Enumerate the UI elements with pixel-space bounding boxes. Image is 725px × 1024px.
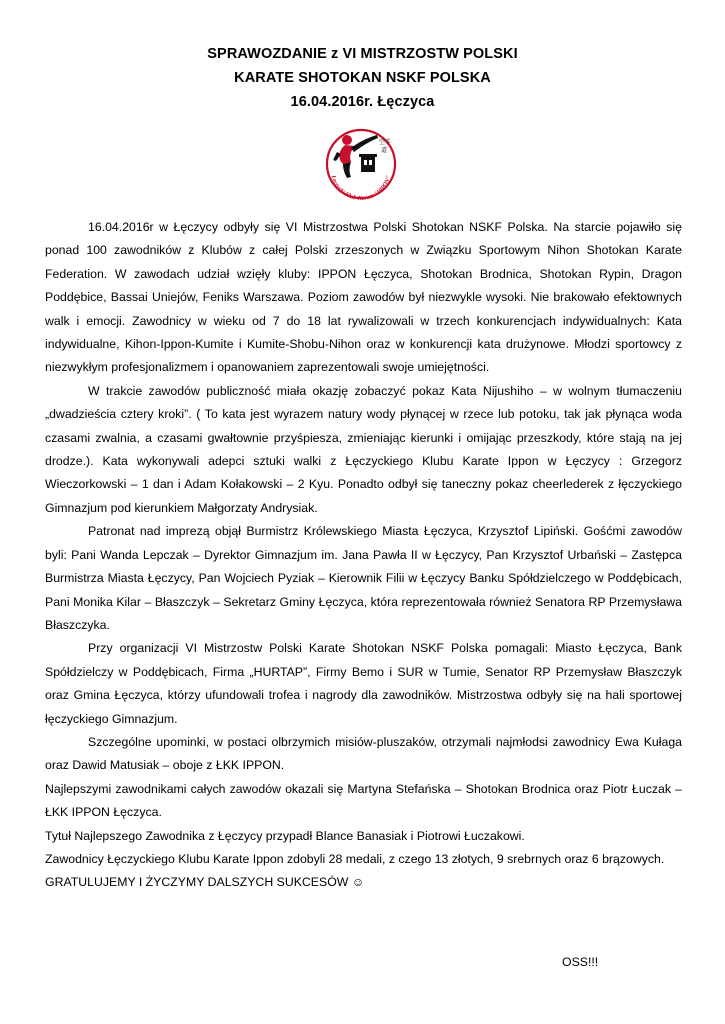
paragraph-patronage: Patronat nad imprezą objął Burmistrz Królewskiego Miasta Łęczyca, Krzysztof Lipiński. Gośćmi zawodów byli: Pani Wanda Lepczak – Dyrektor Gimnazjum im. Jana Pawła II w Łęczycy, Pan Krzysztof Urbański – Zastępca Burmistrza Miasta Łęczycy, Pan Wojciech Pyziak – Kierownik Filii w Łęczycy Banku Spółdzielczego w Poddębicach, Pani Monika Kilar – Błaszczyk – Sekretarz Gminy Łęczyca, która reprezentowała również Senatora RP Przemysława Błaszczyka.: [45, 524, 682, 632]
signoff: OSS!!!: [562, 955, 599, 969]
svg-text:Łęczycki Klub Karate "IPPON": Łęczycki Klub Karate "IPPON": [329, 174, 393, 203]
svg-text:道: 道: [381, 147, 388, 154]
paragraph-congratulations: GRATULUJEMY I ŻYCZYMY DALSZYCH SUKCESÓW ☺: [45, 875, 365, 890]
report-date-place: 16.04.2016r. Łęczyca: [290, 94, 435, 110]
report-title: SPRAWOZDANIE z VI MISTRZOSTW POLSKI: [207, 46, 518, 62]
paragraph-gifts: Szczególne upominki, w postaci olbrzymich misiów-pluszaków, otrzymali najmłodsi zawodnicy Ewa Kułaga oraz Dawid Matusiak – oboje z ŁKK IPPON.: [45, 734, 682, 773]
paragraph-best-local: Tytuł Najlepszego Zawodnika z Łęczycy przypadł Blance Banasiak i Piotrowi Łuczakowi.: [45, 828, 525, 843]
paragraph-medals: Zawodnicy Łęczyckiego Klubu Karate Ippon zdobyli 28 medali, z czego 13 złotych, 9 srebrnych oraz 6 brązowych.: [45, 851, 665, 866]
paragraph-best-athletes: Najlepszymi zawodnikami całych zawodów okazali się Martyna Stefańska – Shotokan Brodnica oraz Piotr Łuczak – ŁKK IPPON Łęczyca.: [45, 781, 682, 820]
report-subtitle: KARATE SHOTOKAN NSKF POLSKA: [234, 70, 491, 86]
paragraph-show: W trakcie zawodów publiczność miała okazję zobaczyć pokaz Kata Nijushiho – w wolnym tłumaczeniu „dwadzieścia cztery kroki”. ( To kata jest wyrazem natury wody płynącej w rzece lub potoku, tak jak płynąca woda czasami zwalnia, a czasami gwałtownie przyśpiesza, zmieniając kierunki i omijając przeszkody, które stają na jej drodze.). Kata wykonywali adepci sztuki walki z Łęczyckiego Klubu Karate Ippon w Łęczycy : Grzegorz Wieczorkowski – 1 dan i Adam Kołakowski – 2 Kyu. Ponadto odbył się taneczny pokaz cheerlederek z łęczyckiego Gimnazjum pod kierunkiem Małgorzaty Andrysiak.: [45, 383, 682, 515]
paragraph-intro: 16.04.2016r w Łęczycy odbyły się VI Mistrzostwa Polski Shotokan NSKF Polska. Na starcie pojawiło się ponad 100 zawodników z Klubów z całej Polski zrzeszonych w Związku Sportowym Nihon Shotokan Karate Federation. W zawodach udział wzięły kluby: IPPON Łęczyca, Shotokan Brodnica, Shotokan Rypin, Dragon Poddębice, Bassai Uniejów, Feniks Warszawa. Poziom zawodów był niezwykle wysoki. Nie brakowało efektownych walk i emocji. Zawodnicy w wieku od 7 do 18 lat rywalizowali w trzech konkurencjach indywidualnych: Kata indywidualne, Kihon-Ippon-Kumite i Kumite-Shobu-Nihon oraz w konkurencji kata drużynowe. Młodzi sportowcy z niezwykłym profesjonalizmem i opanowaniem zaprezentowali swoje umiejętności.: [45, 220, 682, 375]
report-body: [45, 216, 682, 895]
paragraph-organizers: Przy organizacji VI Mistrzostw Polski Karate Shotokan NSKF Polska pomagali: Miasto Łęczyca, Bank Spółdzielczy w Poddębicach, Firma „HURTAP”, Firmy Bemo i SUR w Tumie, Senator RP Przemysław Błaszczyk oraz Gmina Łęczyca, którzy ufundowali trofea i nagrody dla zawodników. Mistrzostwa odbyły się na hali sportowej łęczyckiego Gimnazjum.: [45, 641, 682, 726]
svg-text:空手: 空手: [379, 139, 392, 146]
karate-club-logo-icon: [321, 126, 401, 206]
